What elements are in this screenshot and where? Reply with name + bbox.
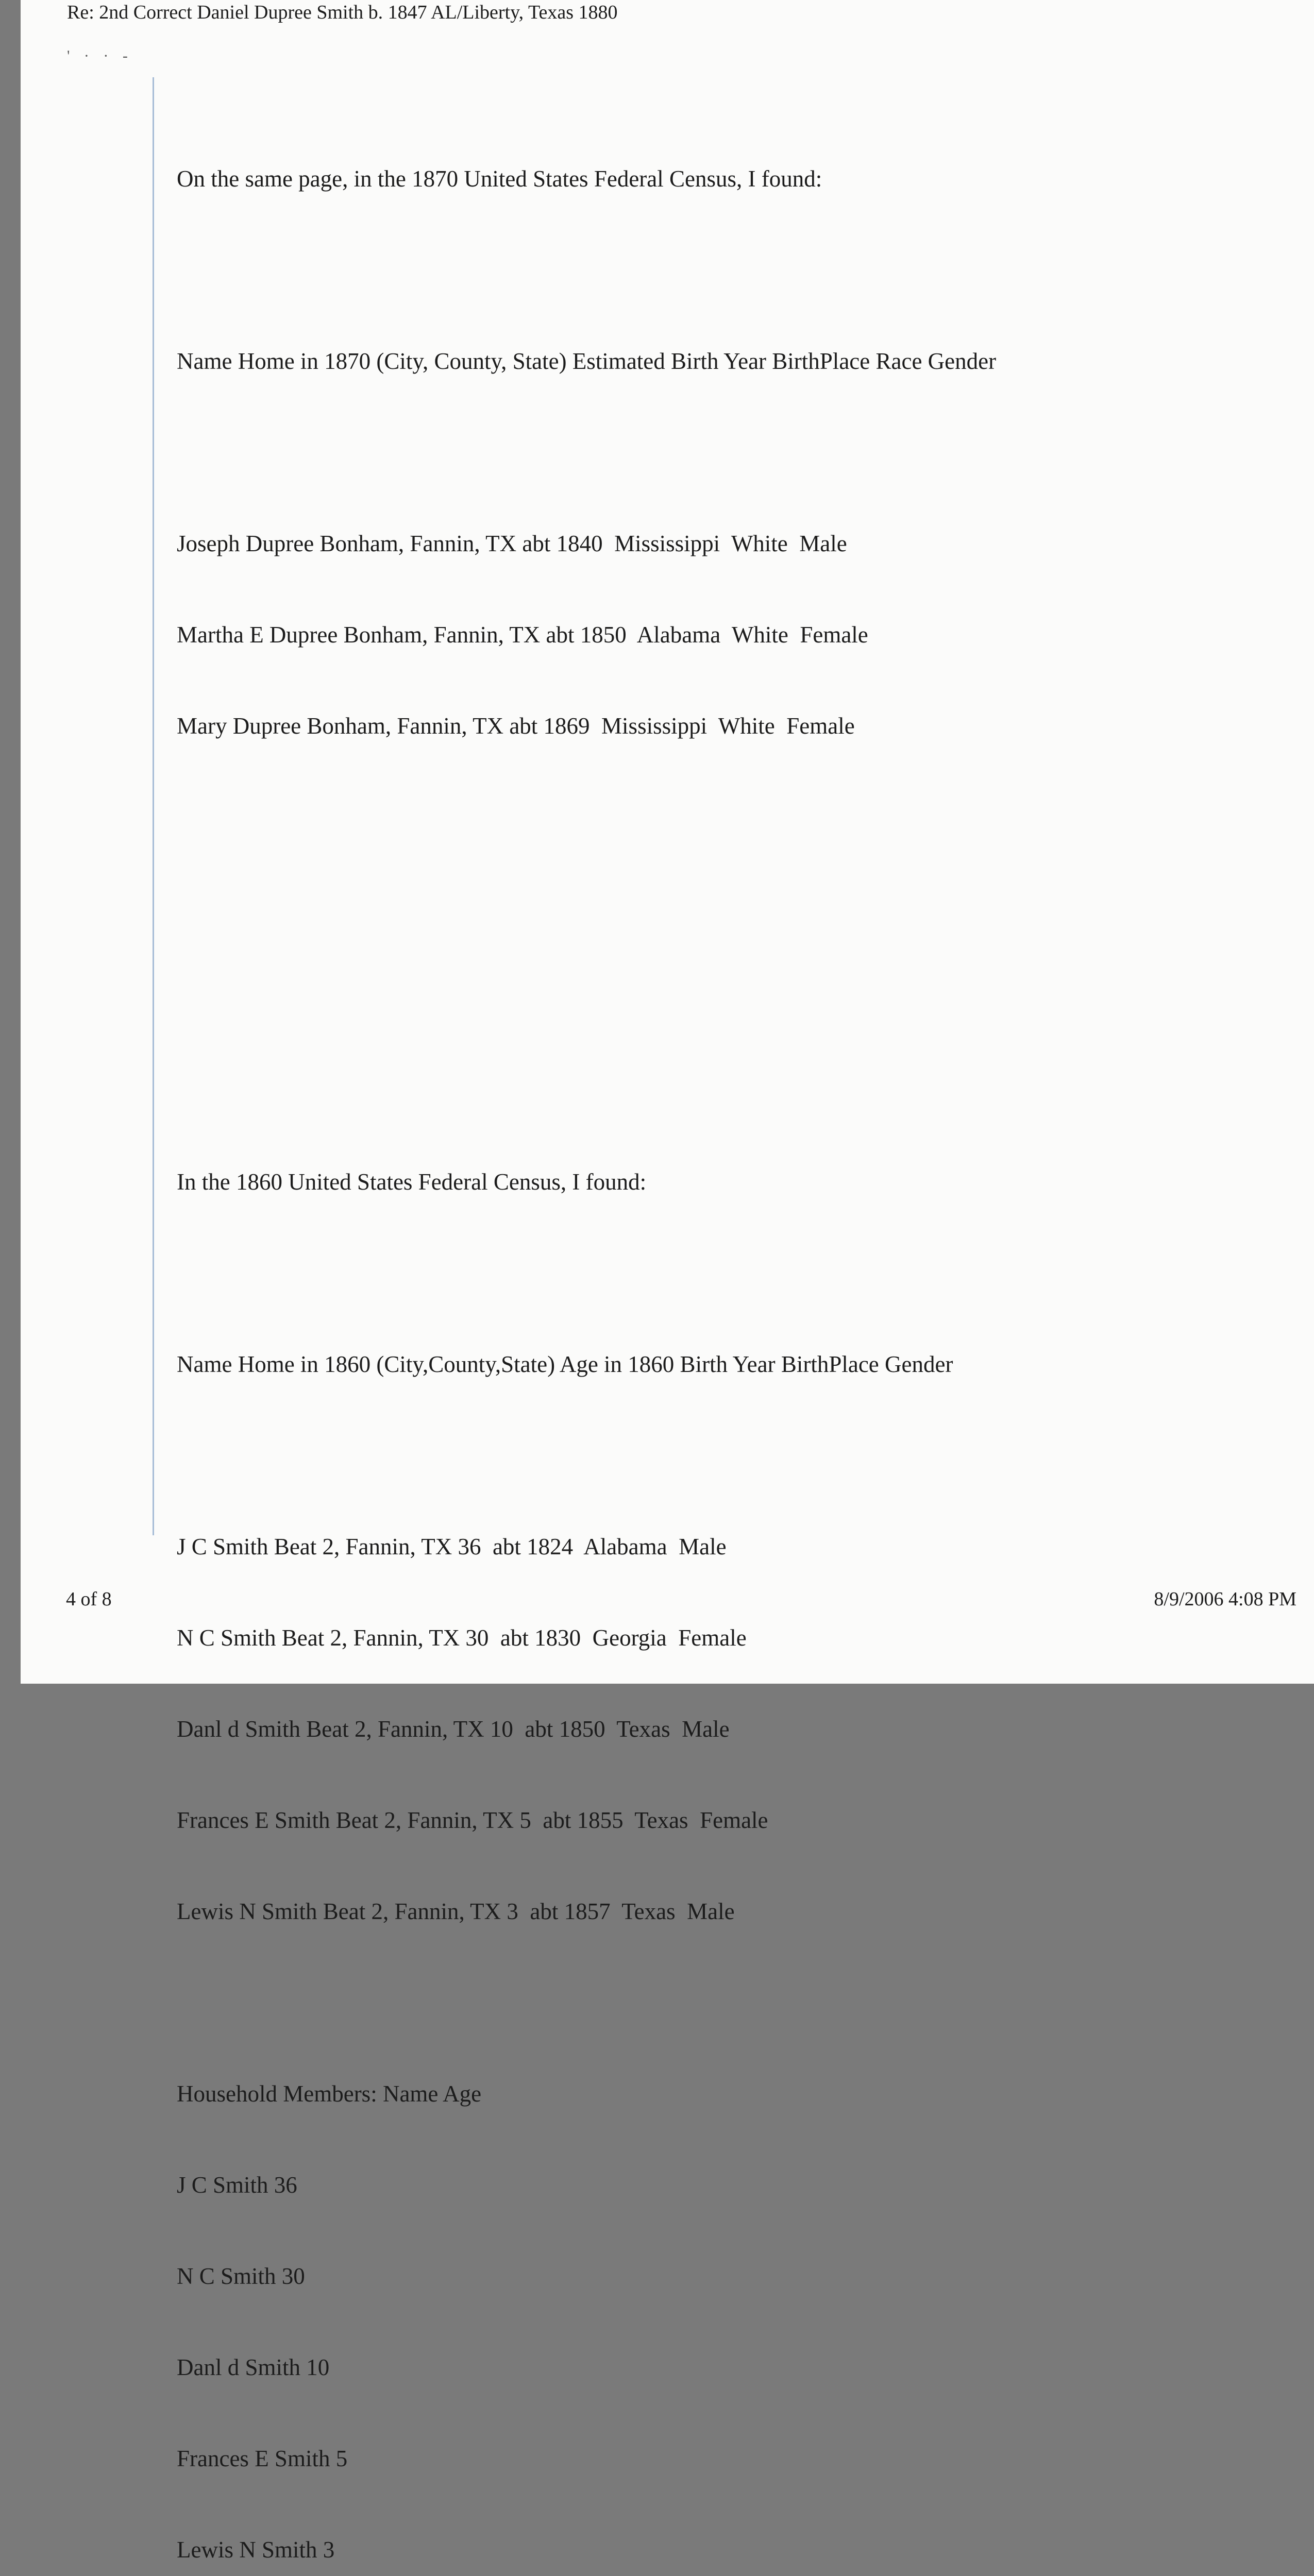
document-page: [21, 0, 1314, 2563]
census-1860-row: Lewis N Smith Beat 2, Fannin, TX 3 abt 1857 Texas Male: [177, 1899, 735, 1924]
census-1860-row: Frances E Smith Beat 2, Fannin, TX 5 abt 1855 Texas Female: [177, 1807, 768, 1833]
household-member: Frances E Smith 5: [177, 2446, 348, 2471]
census-1860-row: N C Smith Beat 2, Fannin, TX 30 abt 1830 Georgia Female: [177, 1625, 747, 1651]
census-1870-intro: On the same page, in the 1870 United States Federal Census, I found:: [177, 166, 822, 192]
census-1870-columns: Name Home in 1870 (City, County, State) Estimated Birth Year BirthPlace Race Gender: [177, 348, 997, 374]
census-1870-row: Joseph Dupree Bonham, Fannin, TX abt 1840 Mississippi White Male: [177, 531, 847, 556]
census-1860-columns: Name Home in 1860 (City,County,State) Age in 1860 Birth Year BirthPlace Gender: [177, 1351, 953, 1377]
census-1870-row: Martha E Dupree Bonham, Fannin, TX abt 1850 Alabama White Female: [177, 622, 868, 648]
page-number: 4 of 8: [66, 1588, 112, 1610]
household-member: J C Smith 36: [177, 2172, 297, 2198]
census-1860-row: J C Smith Beat 2, Fannin, TX 36 abt 1824 Alabama Male: [177, 1534, 727, 1560]
quote-bar: [153, 77, 154, 1535]
print-datetime: 8/9/2006 4:08 PM: [1154, 1588, 1296, 1610]
household-member: Danl d Smith 10: [177, 2354, 330, 2380]
census-1860-row: Danl d Smith Beat 2, Fannin, TX 10 abt 1850 Texas Male: [177, 1716, 730, 1742]
household-member: N C Smith 30: [177, 2263, 305, 2289]
census-1860-intro: In the 1860 United States Federal Census, I found:: [177, 1169, 647, 1195]
household-heading: Household Members: Name Age: [177, 2081, 482, 2107]
census-1870-row: Mary Dupree Bonham, Fannin, TX abt 1869 Mississippi White Female: [177, 713, 855, 739]
household-member: Lewis N Smith 3: [177, 2537, 335, 2563]
document-body: [177, 103, 996, 2576]
scan-specks: ' · · -: [67, 47, 133, 64]
page-header: Re: 2nd Correct Daniel Dupree Smith b. 1847 AL/Liberty, Texas 1880: [67, 2, 618, 23]
